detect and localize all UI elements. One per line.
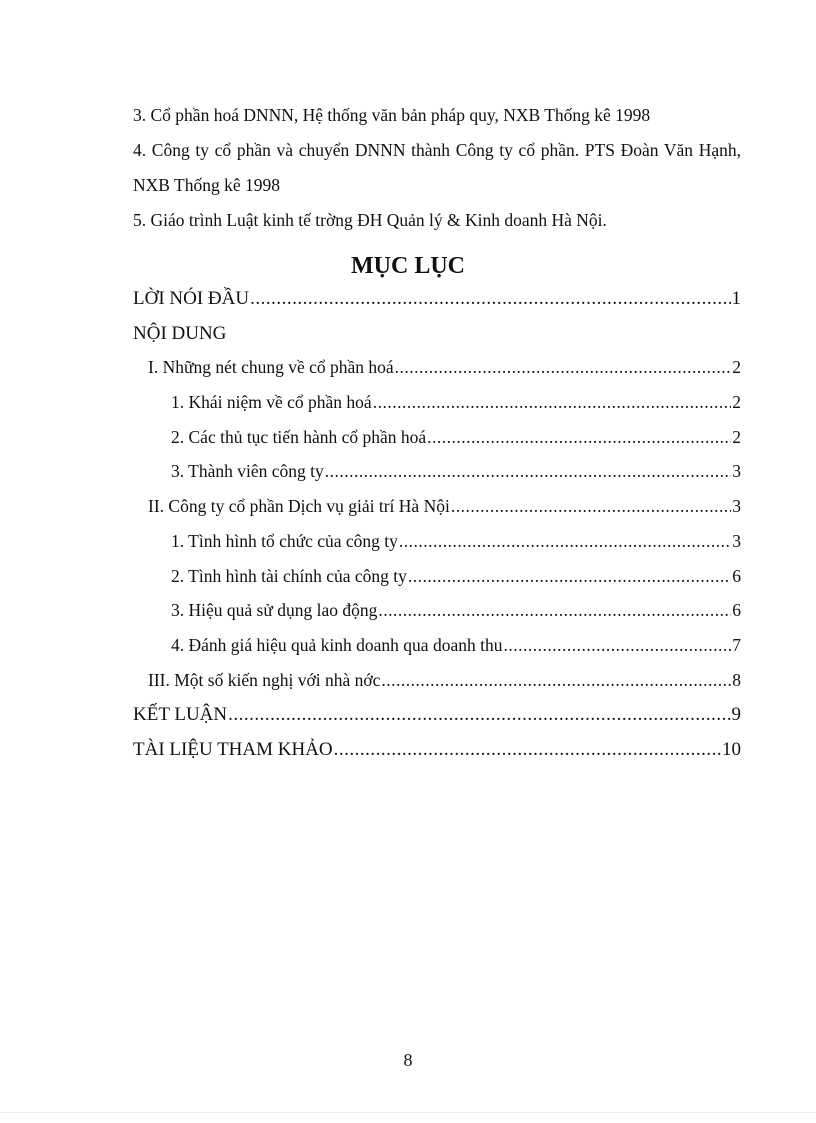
toc-dot-leader (399, 531, 731, 552)
toc-entry[interactable] (133, 739, 741, 774)
toc-entry-text: 3. Thành viên công ty (171, 461, 324, 482)
toc-entry-text: 1. Tình hình tổ chức của công ty (171, 530, 398, 551)
toc-dot-leader (408, 566, 731, 587)
toc-entry-page: 8 (732, 669, 741, 690)
toc-entry-page: 10 (722, 738, 741, 760)
toc-entry-page: 2 (732, 392, 741, 413)
toc-entry[interactable] (133, 288, 741, 323)
toc-dot-leader (373, 392, 732, 413)
toc-entry[interactable] (133, 704, 741, 739)
toc-entry[interactable] (133, 566, 741, 601)
toc-entry[interactable] (133, 531, 741, 566)
toc-entry-page: 9 (731, 704, 741, 726)
toc-entry-page: 6 (732, 600, 741, 621)
reference-item: 5. Giáo trình Luật kinh tế trờng ĐH Quản lý & Kinh doanh Hà Nội. (133, 210, 607, 230)
toc-entry-page: 1 (731, 288, 741, 309)
toc-entry-text: III. Một số kiến nghị với nhà nớc (148, 669, 381, 690)
toc-entry-page: 2 (732, 357, 741, 378)
toc-entry[interactable] (133, 392, 741, 427)
toc-entry-text: 1. Khái niệm về cổ phần hoá (171, 392, 372, 413)
toc-entry[interactable] (133, 635, 741, 670)
toc-entry[interactable] (133, 496, 741, 531)
reference-item: 4. Công ty cổ phần và chuyển DNNN thành Công ty cổ phần. PTS Đoàn Văn Hạnh, NXB Thống kê 1998 (133, 140, 741, 195)
toc-entry[interactable] (133, 670, 741, 705)
reference-item: 3. Cổ phần hoá DNNN, Hệ thống văn bản pháp quy, NXB Thống kê 1998 (133, 105, 651, 125)
toc-entry[interactable] (133, 461, 741, 496)
toc-title: MỤC LỤC (351, 253, 465, 279)
toc-entry-text: I. Những nét chung về cổ phần hoá (148, 357, 394, 378)
toc-entry-page: 2 (732, 426, 741, 447)
toc-entry[interactable] (133, 357, 741, 392)
page-number: 8 (403, 1050, 413, 1070)
toc-entry-text: 4. Đánh giá hiệu quả kinh doanh qua doanh thu (171, 634, 503, 655)
toc-entry-text: NỘI DUNG (133, 322, 227, 344)
toc-entry[interactable] (133, 427, 741, 462)
toc-dot-leader (451, 496, 731, 517)
toc-dot-leader (381, 670, 731, 691)
toc-dot-leader (378, 600, 731, 621)
toc-entry (133, 323, 741, 358)
toc-entry[interactable] (133, 600, 741, 635)
toc-dot-leader (250, 288, 730, 310)
toc-entry-text: 2. Các thủ tục tiến hành cổ phần hoá (171, 426, 427, 447)
toc-entry-text: LỜI NÓI ĐẦU (133, 288, 250, 309)
toc-dot-leader (503, 635, 731, 656)
toc-dot-leader (334, 739, 721, 761)
reference-list (133, 98, 741, 238)
toc-entry-text: TÀI LIỆU THAM KHẢO (133, 738, 333, 760)
toc-entry-text: 2. Tình hình tài chính của công ty (171, 565, 407, 586)
toc-entry-page: 7 (732, 634, 741, 655)
toc-dot-leader (325, 461, 731, 482)
toc-entry-page: 3 (732, 530, 741, 551)
toc-dot-leader (228, 704, 730, 726)
toc-entry-text: 3. Hiệu quả sử dụng lao động (171, 600, 378, 621)
toc-dot-leader (427, 427, 731, 448)
toc-entry-page: 3 (732, 496, 741, 517)
toc-entry-page: 3 (732, 461, 741, 482)
page-bottom-divider (0, 1112, 816, 1113)
toc-entry-page: 6 (732, 565, 741, 586)
toc-entry-text: II. Công ty cổ phần Dịch vụ giải trí Hà Nội (148, 496, 450, 517)
table-of-contents (133, 288, 741, 774)
toc-entry-text: KẾT LUẬN (133, 704, 228, 726)
toc-dot-leader (395, 357, 732, 378)
